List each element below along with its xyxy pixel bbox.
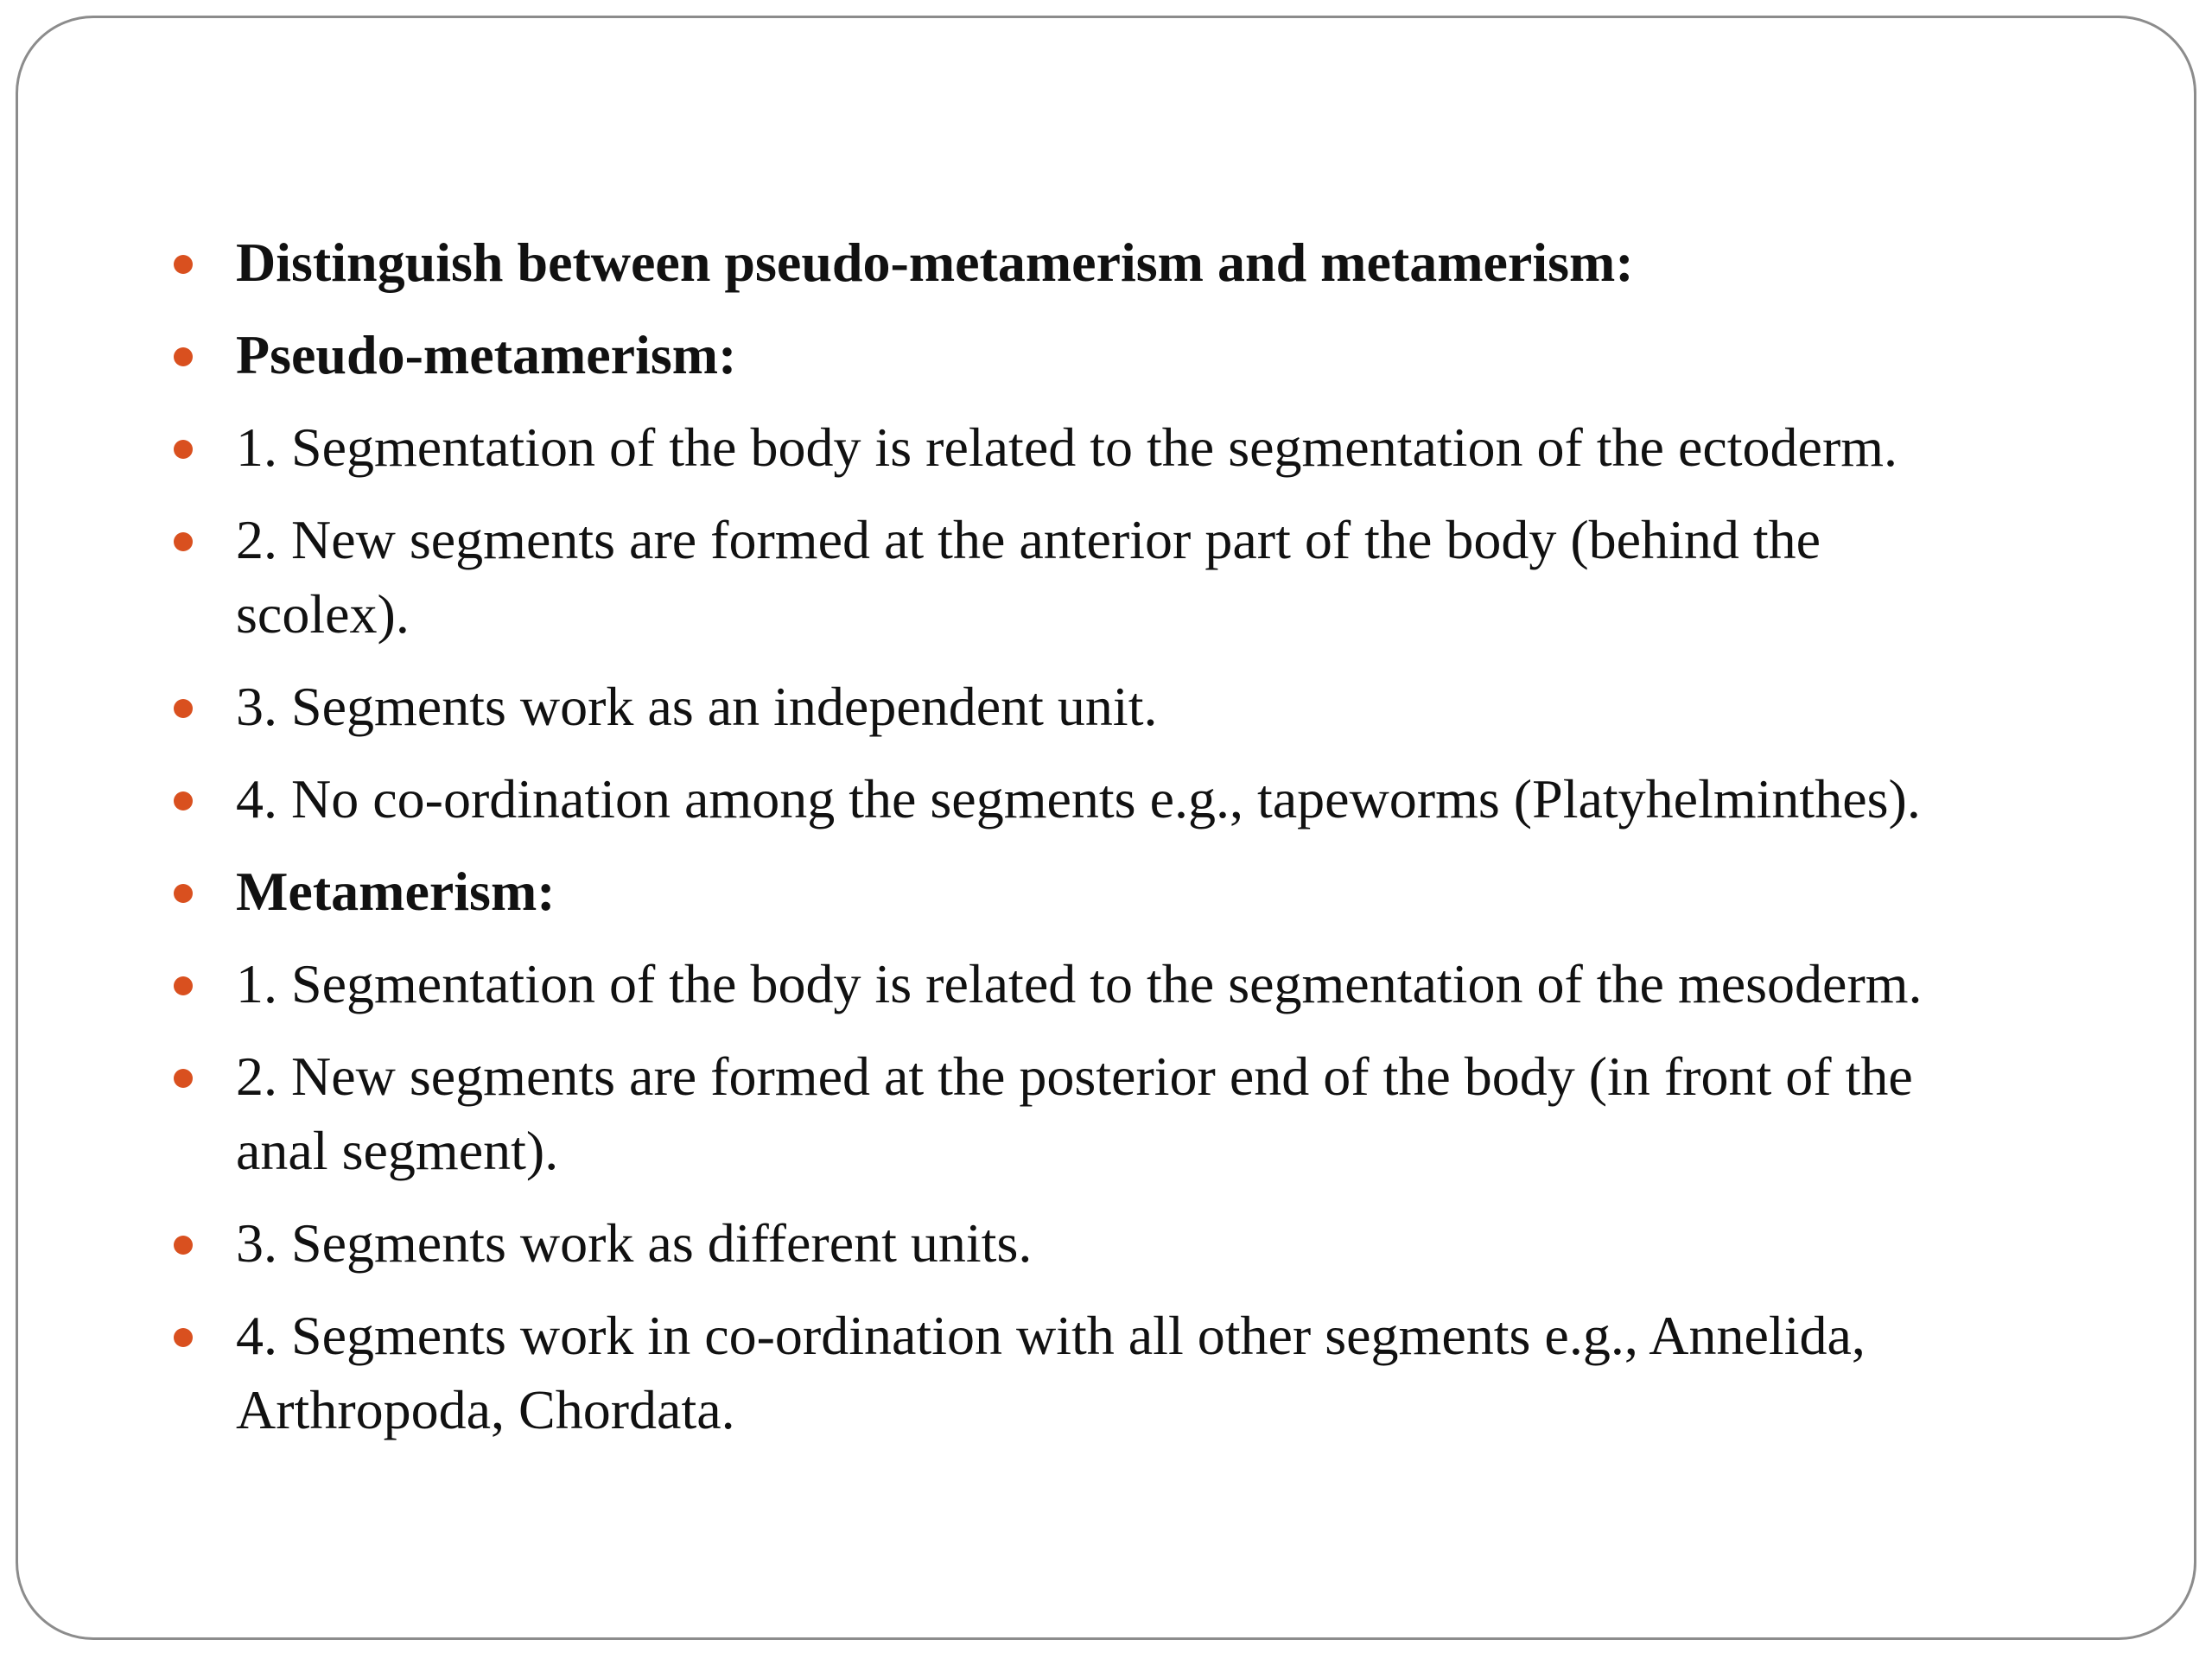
bullet-item-metamerism-1: [174, 947, 2005, 1021]
bullet-text: 1. Segmentation of the body is related to the segmentation of the ectoderm.: [236, 416, 1898, 478]
bullet-text: 2. New segments are formed at the posterior end of the body (in front of the anal segment).: [236, 1046, 1913, 1181]
bullet-text: 1. Segmentation of the body is related to the segmentation of the mesoderm.: [236, 953, 1923, 1014]
bullet-dot-icon: [174, 791, 193, 810]
bullet-item-pseudo-heading: [174, 318, 2005, 392]
bullet-item-metamerism-2: [174, 1039, 2005, 1188]
bullet-dot-icon: [174, 1236, 193, 1255]
bullet-dot-icon: [174, 532, 193, 551]
bullet-text: Pseudo-metamerism:: [236, 324, 737, 385]
bullet-text: Metamerism:: [236, 861, 556, 922]
bullet-item-pseudo-3: [174, 670, 2005, 744]
bullet-item-pseudo-2: [174, 503, 2005, 652]
slide-frame: [16, 16, 2196, 1640]
bullet-dot-icon: [174, 976, 193, 995]
bullet-item-heading: [174, 226, 2005, 300]
bullet-text: 2. New segments are formed at the anterior part of the body (behind the scolex).: [236, 509, 1821, 645]
bullet-text: Distinguish between pseudo-metamerism and metamerism:: [236, 232, 1634, 293]
bullet-dot-icon: [174, 884, 193, 903]
bullet-item-metamerism-4: [174, 1299, 2005, 1447]
bullet-text: 4. Segments work in co-ordination with all other segments e.g., Annelida, Arthropoda, Chordata.: [236, 1305, 1866, 1440]
bullet-dot-icon: [174, 1069, 193, 1088]
bullet-dot-icon: [174, 699, 193, 718]
bullet-dot-icon: [174, 440, 193, 459]
bullet-text: 3. Segments work as an independent unit.: [236, 676, 1158, 737]
bullet-item-pseudo-4: [174, 762, 2005, 836]
bullet-text: 4. No co-ordination among the segments e.g., tapeworms (Platyhelminthes).: [236, 768, 1921, 830]
bullet-dot-icon: [174, 255, 193, 274]
bullet-dot-icon: [174, 347, 193, 366]
bullet-item-metamerism-3: [174, 1206, 2005, 1281]
bullet-text: 3. Segments work as different units.: [236, 1212, 1033, 1274]
bullet-dot-icon: [174, 1328, 193, 1347]
bullet-item-pseudo-1: [174, 410, 2005, 485]
bullet-item-metamerism-heading: [174, 855, 2005, 929]
bullet-list: [174, 226, 2005, 1465]
